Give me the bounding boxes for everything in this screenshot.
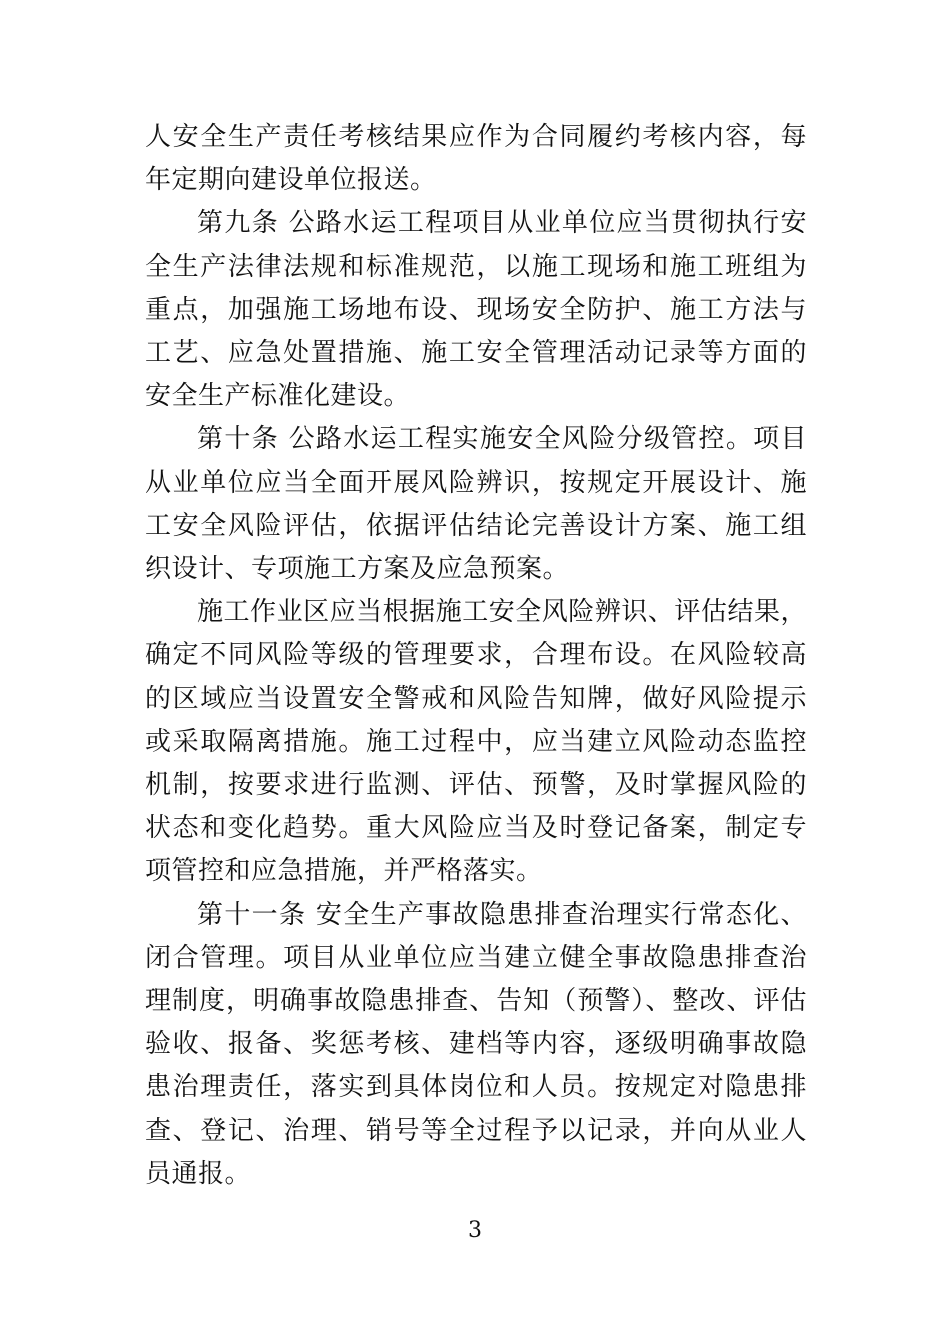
page-number: 3 <box>468 1218 482 1243</box>
body-text <box>145 116 807 1196</box>
paragraph-work-zone: 施工作业区应当根据施工安全风险辨识、评估结果，确定不同风险等级的管理要求，合理布设。在风险较高的区域应当设置安全警戒和风险告知牌，做好风险提示或采取隔离措施。施工过程中，应当建立风险动态监控机制，按要求进行监测、评估、预警，及时掌握风险的状态和变化趋势。重大风险应当及时登记备案，制定专项管控和应急措施，并严格落实。 <box>145 597 807 887</box>
paragraph-1: 人安全生产责任考核结果应作为合同履约考核内容，每年定期向建设单位报送。 <box>145 122 807 196</box>
paragraph-article-10: 第十条 公路水运工程实施安全风险分级管控。项目从业单位应当全面开展风险辨识，按规定开展设计、施工安全风险评估，依据评估结论完善设计方案、施工组织设计、专项施工方案及应急预案。 <box>145 424 807 585</box>
paragraph-article-11: 第十一条 安全生产事故隐患排查治理实行常态化、闭合管理。项目从业单位应当建立健全事故隐患排查治理制度，明确事故隐患排查、告知（预警）、整改、评估验收、报备、奖惩考核、建档等内容，逐级明确事故隐患治理责任，落实到具体岗位和人员。按规定对隐患排查、登记、治理、销号等全过程予以记录，并向从业人员通报。 <box>145 899 807 1189</box>
paragraph-article-9: 第九条 公路水运工程项目从业单位应当贯彻执行安全生产法律法规和标准规范，以施工现场和施工班组为重点，加强施工场地布设、现场安全防护、施工方法与工艺、应急处置措施、施工安全管理活动记录等方面的安全生产标准化建设。 <box>145 208 807 412</box>
